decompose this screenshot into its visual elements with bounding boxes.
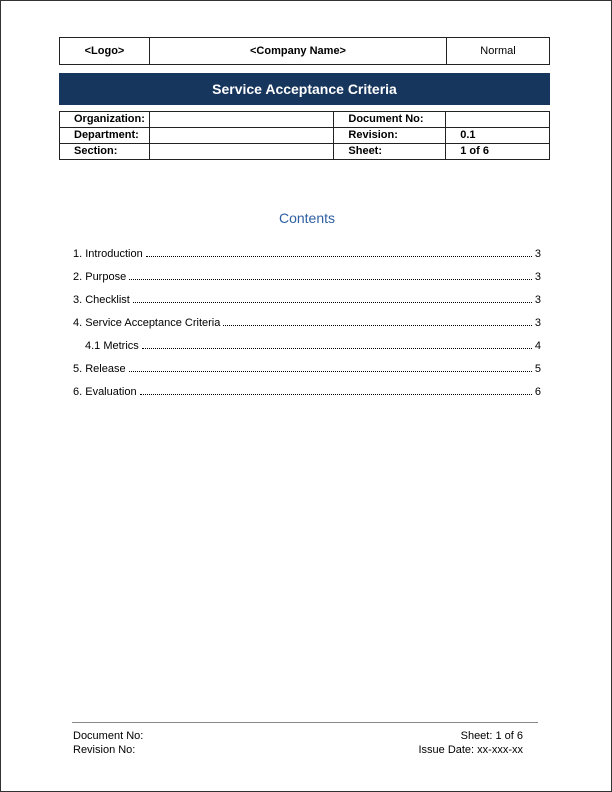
logo-placeholder: <Logo> [60, 38, 150, 64]
toc-entry-purpose[interactable] [73, 260, 541, 283]
document-no-label: Document No: [334, 112, 446, 128]
document-info-table [59, 111, 550, 160]
contents-heading: Contents [278, 210, 336, 226]
toc-entry-checklist[interactable] [73, 283, 541, 306]
revision-value: 0.1 [446, 128, 550, 144]
department-value [149, 128, 333, 144]
sheet-label: Sheet: [334, 144, 446, 160]
toc-leader-dots [146, 255, 532, 257]
toc-entry-metrics[interactable] [73, 329, 541, 352]
toc-entry-page: 3 [534, 248, 541, 260]
sheet-value: 1 of 6 [446, 144, 550, 160]
toc-entry-title: 3. Checklist [73, 294, 130, 306]
table-of-contents [73, 237, 541, 398]
toc-entry-introduction[interactable] [73, 237, 541, 260]
toc-leader-dots [133, 301, 532, 303]
toc-leader-dots [223, 324, 532, 326]
document-title: Service Acceptance Criteria [59, 73, 550, 105]
toc-entry-evaluation[interactable] [73, 375, 541, 398]
toc-entry-title: 4. Service Acceptance Criteria [73, 317, 221, 329]
info-row [60, 144, 550, 160]
header-table [59, 37, 550, 65]
document-no-value [446, 112, 550, 128]
toc-entry-page: 6 [534, 386, 541, 398]
toc-leader-dots [129, 370, 532, 372]
toc-entry-service-acceptance-criteria[interactable] [73, 306, 541, 329]
toc-leader-dots [129, 278, 532, 280]
organization-value [149, 112, 333, 128]
toc-entry-title: 2. Purpose [73, 271, 127, 283]
toc-leader-dots [142, 347, 532, 349]
section-value [149, 144, 333, 160]
toc-entry-title: 6. Evaluation [73, 386, 137, 398]
revision-label: Revision: [334, 128, 446, 144]
toc-entry-page: 3 [534, 271, 541, 283]
department-label: Department: [60, 128, 150, 144]
toc-entry-page: 5 [534, 363, 541, 375]
toc-entry-release[interactable] [73, 352, 541, 375]
footer-divider [72, 722, 538, 723]
toc-entry-page: 4 [534, 340, 541, 352]
toc-entry-page: 3 [534, 317, 541, 329]
toc-leader-dots [140, 393, 532, 395]
footer-issue-date: Issue Date: xx-xxx-xx [418, 744, 523, 756]
company-name: <Company Name> [150, 38, 447, 64]
footer-revision-no: Revision No: [73, 744, 136, 756]
organization-label: Organization: [60, 112, 150, 128]
toc-entry-title: 1. Introduction [73, 248, 143, 260]
toc-entry-title: 5. Release [73, 363, 126, 375]
toc-entry-page: 3 [534, 294, 541, 306]
footer-document-no: Document No: [73, 730, 144, 742]
toc-entry-title: 4.1 Metrics [85, 340, 139, 352]
info-row [60, 112, 550, 128]
footer-sheet: Sheet: 1 of 6 [460, 730, 523, 742]
info-row [60, 128, 550, 144]
section-label: Section: [60, 144, 150, 160]
classification-label: Normal [480, 45, 516, 57]
page-footer [73, 729, 523, 757]
